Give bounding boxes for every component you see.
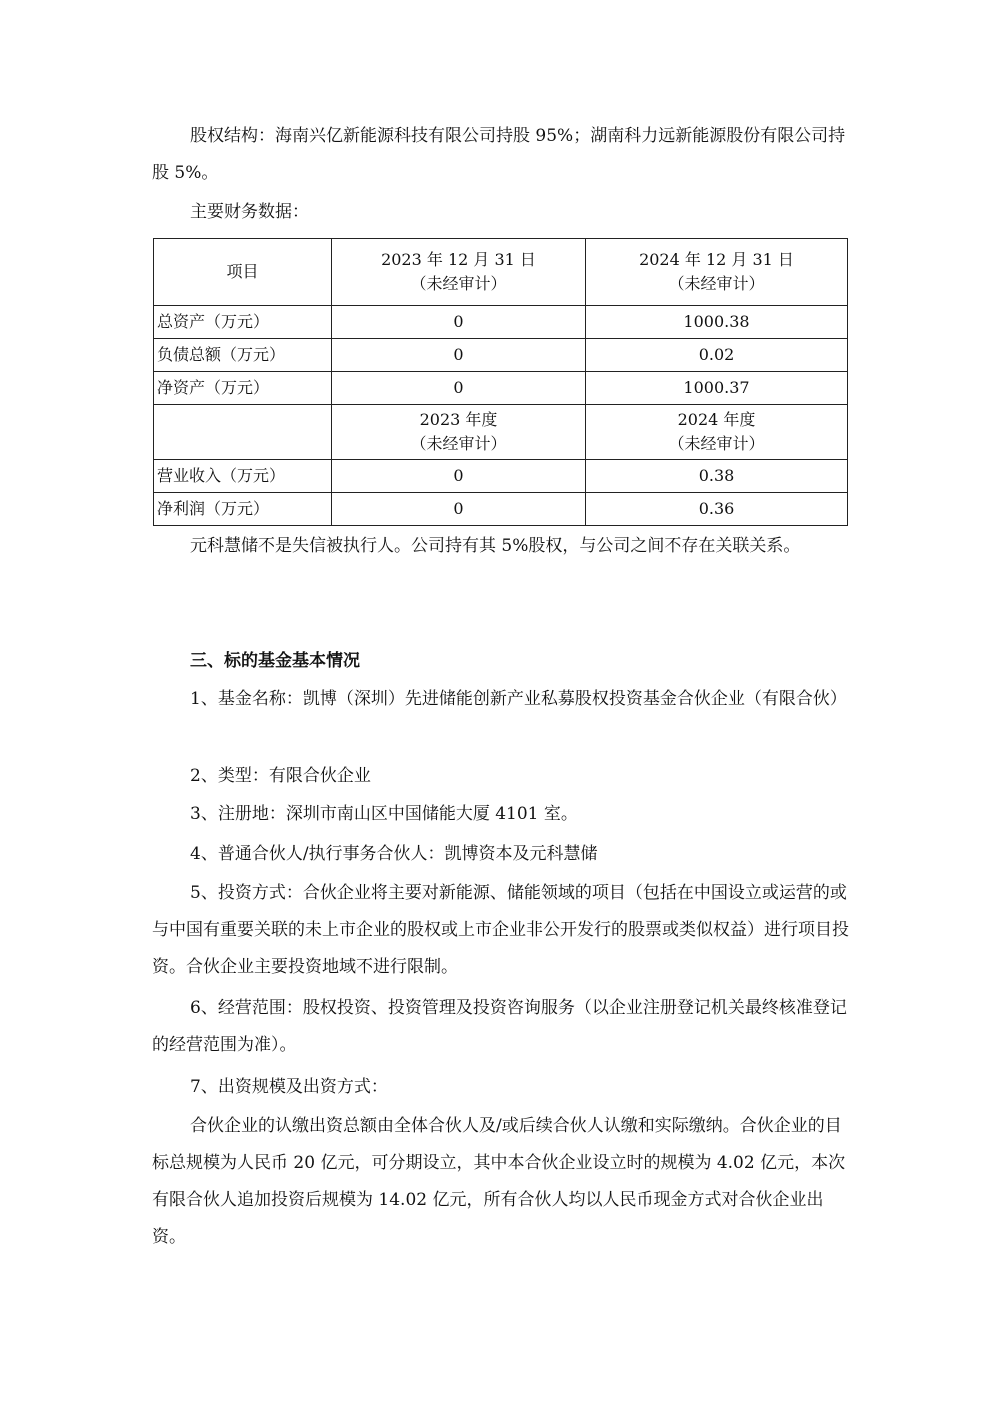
header-2023-end-note: （未经审计） — [410, 274, 507, 293]
table-subheader-row — [154, 405, 848, 460]
item-registered-address: 3、注册地：深圳市南山区中国储能大厦 4101 室。 — [190, 804, 578, 824]
item-capital-scale-title: 7、出资规模及出资方式： — [190, 1077, 388, 1097]
header-2023-end-date: 2023 年 12 月 31 日 — [381, 250, 536, 269]
item-general-partner: 4、普通合伙人/执行事务合伙人：凯博资本及元科慧储 — [190, 844, 598, 864]
row-label: 总资产（万元） — [154, 306, 332, 339]
subheader-2024-year — [586, 405, 848, 460]
row-value-2024: 0.36 — [586, 493, 848, 526]
item-fund-name: 1、基金名称：凯博（深圳）先进储能创新产业私募股权投资基金合伙企业（有限合伙） — [190, 689, 847, 709]
header-2024-end-date: 2024 年 12 月 31 日 — [639, 250, 794, 269]
subheader-2023-year-note: （未经审计） — [410, 434, 507, 453]
subheader-2024-year-label: 2024 年度 — [677, 410, 756, 429]
row-label: 净利润（万元） — [154, 493, 332, 526]
row-value-2023: 0 — [332, 372, 586, 405]
section-heading: 三、标的基金基本情况 — [190, 651, 360, 671]
financial-data-title: 主要财务数据： — [190, 202, 309, 222]
table-row — [154, 460, 848, 493]
item-business-scope: 6、经营范围：股权投资、投资管理及投资咨询服务（以企业注册登记机关最终核准登记的经营范围为准）。 — [152, 998, 847, 1055]
row-value-2023: 0 — [332, 339, 586, 372]
table-row — [154, 493, 848, 526]
subheader-empty — [154, 405, 332, 460]
subheader-2023-year-label: 2023 年度 — [419, 410, 498, 429]
row-label: 净资产（万元） — [154, 372, 332, 405]
item-type: 2、类型：有限合伙企业 — [190, 766, 371, 786]
row-value-2023: 0 — [332, 460, 586, 493]
header-2024-end — [586, 239, 848, 306]
row-label: 负债总额（万元） — [154, 339, 332, 372]
row-value-2023: 0 — [332, 306, 586, 339]
relation-paragraph: 元科慧储不是失信被执行人。公司持有其 5%股权，与公司之间不存在关联关系。 — [190, 536, 801, 556]
table-row — [154, 339, 848, 372]
header-item: 项目 — [154, 239, 332, 306]
row-value-2024: 0.38 — [586, 460, 848, 493]
row-value-2024: 1000.38 — [586, 306, 848, 339]
header-2023-end — [332, 239, 586, 306]
table-header-row — [154, 239, 848, 306]
row-value-2024: 1000.37 — [586, 372, 848, 405]
row-value-2023: 0 — [332, 493, 586, 526]
row-label: 营业收入（万元） — [154, 460, 332, 493]
table-row — [154, 306, 848, 339]
item-capital-scale-body: 合伙企业的认缴出资总额由全体合伙人及/或后续合伙人认缴和实际缴纳。合伙企业的目标总规模为人民币 20 亿元，可分期设立，其中本合伙企业设立时的规模为 4.02 亿元，本次有限合伙人追加投资后规模为 14.02 亿元，所有合伙人均以人民币现金方式对合伙企业出资。 — [152, 1116, 846, 1247]
subheader-2023-year — [332, 405, 586, 460]
header-2024-end-note: （未经审计） — [668, 274, 765, 293]
financial-data-table — [153, 238, 848, 526]
equity-structure-paragraph: 股权结构：海南兴亿新能源科技有限公司持股 95%；湖南科力远新能源股份有限公司持股 5%。 — [152, 126, 846, 183]
subheader-2024-year-note: （未经审计） — [668, 434, 765, 453]
item-investment-method: 5、投资方式：合伙企业将主要对新能源、储能领域的项目（包括在中国设立或运营的或与中国有重要关联的未上市企业的股权或上市企业非公开发行的股票或类似权益）进行项目投资。合伙企业主要投资地域不进行限制。 — [152, 883, 849, 977]
table-row — [154, 372, 848, 405]
row-value-2024: 0.02 — [586, 339, 848, 372]
